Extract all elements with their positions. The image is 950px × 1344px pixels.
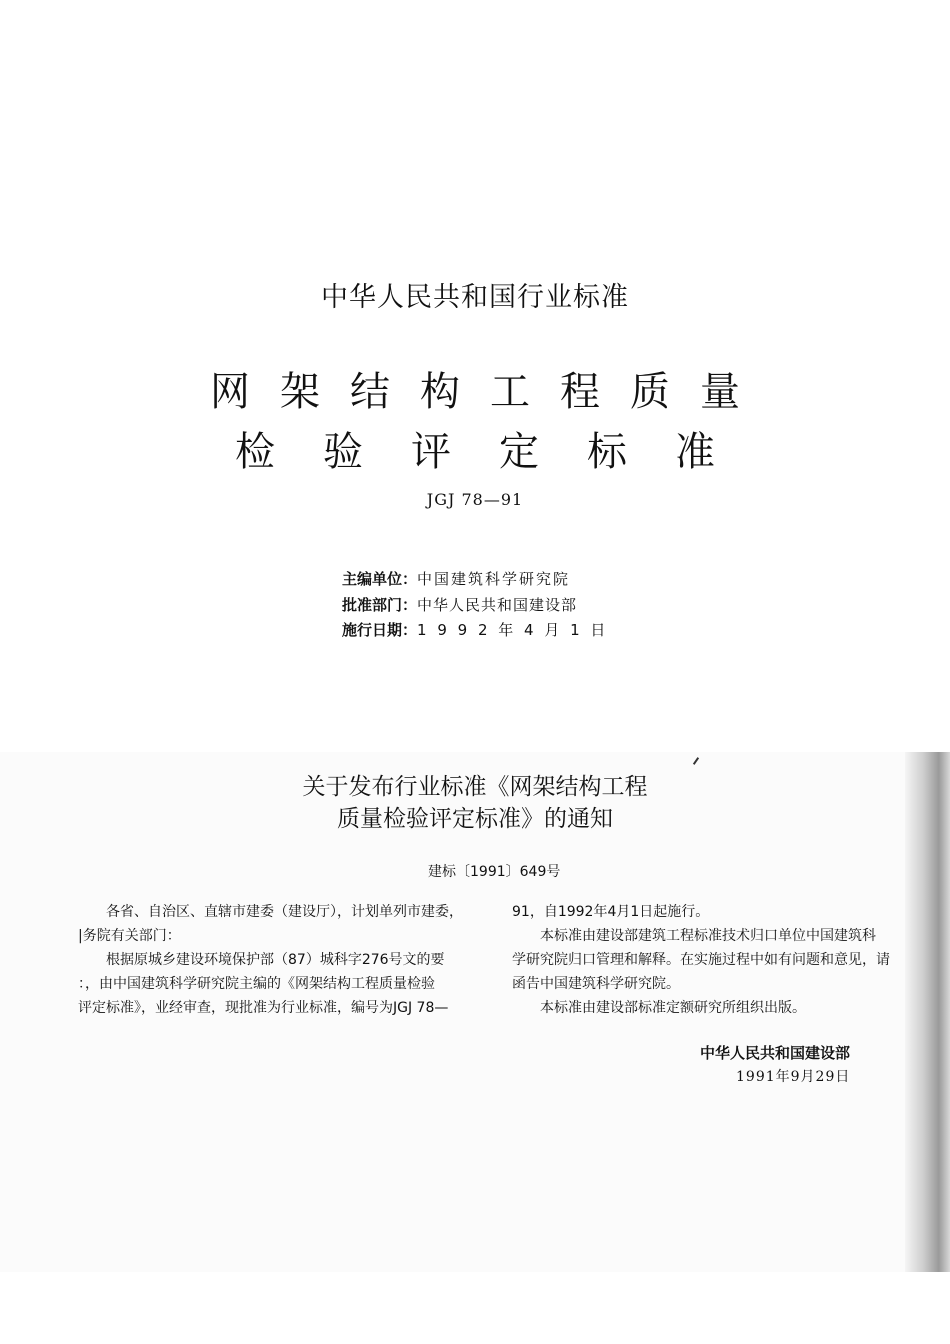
meta-label: 施行日期： (342, 621, 418, 639)
title-char: 网 (210, 369, 250, 415)
title-char: 质 (630, 369, 670, 415)
body-line: 评定标准》，业经审查，现批准为行业标准，编号为JGJ 78— (78, 1000, 449, 1016)
notice-body-left (78, 900, 508, 1020)
title-char: 验 (323, 429, 363, 475)
meta-value: 中国建筑科学研究院 (417, 570, 571, 588)
title-char: 定 (499, 429, 539, 475)
title-char: 结 (350, 369, 390, 415)
title-char: 准 (675, 429, 715, 475)
notice-title-line-1: 关于发布行业标准《网架结构工程 (302, 774, 648, 800)
title-line-2 (0, 420, 950, 477)
body-line: 91，自1992年4月1日起施行。 (512, 904, 710, 920)
body-line: ：，由中国建筑科学研究院主编的《网架结构工程质量检验 (78, 976, 435, 992)
meta-editor (342, 568, 570, 589)
issuing-authority: 中华人民共和国建设部 (700, 1044, 851, 1062)
meta-effective-date (342, 619, 608, 640)
title-char: 架 (280, 369, 320, 415)
title-char: 标 (587, 429, 627, 475)
title-char: 检 (235, 429, 275, 475)
body-line: 学研究院归口管理和解释。在实施过程中如有问题和意见，请 (512, 952, 890, 968)
title-char: 量 (700, 369, 740, 415)
body-line: 根据原城乡建设环境保护部（87）城科字276号文的要 (106, 952, 445, 968)
title-char: 评 (411, 429, 451, 475)
meta-value: 中华人民共和国建设部 (417, 596, 578, 614)
meta-label: 主编单位： (342, 570, 418, 588)
body-line: 各省、自治区、直辖市建委（建设厅），计划单列市建委， (106, 904, 463, 920)
body-line: 函告中国建筑科学研究院。 (512, 976, 680, 992)
body-line: 本标准由建设部建筑工程标准技术归口单位中国建筑科 (540, 928, 876, 944)
title-char: 程 (560, 369, 600, 415)
meta-approver (342, 594, 577, 615)
title-char: 构 (420, 369, 460, 415)
body-line: 本标准由建设部标准定额研究所组织出版。 (540, 1000, 806, 1016)
document-number: 建标〔1991〕649号 (428, 864, 561, 880)
body-line: |务院有关部门： (78, 928, 181, 944)
standard-code: JGJ 78—91 (426, 490, 524, 509)
notice-title-line-2: 质量检验评定标准》的通知 (337, 806, 613, 832)
title-line-1 (0, 360, 950, 417)
meta-label: 批准部门： (342, 596, 418, 614)
meta-value: 1 9 9 2 年 4 月 1 日 (417, 621, 609, 639)
issue-date: 1991年9月29日 (736, 1069, 851, 1085)
standard-category: 中华人民共和国行业标准 (321, 282, 629, 313)
title-char: 工 (490, 369, 530, 415)
notice-body-right (512, 900, 927, 1020)
